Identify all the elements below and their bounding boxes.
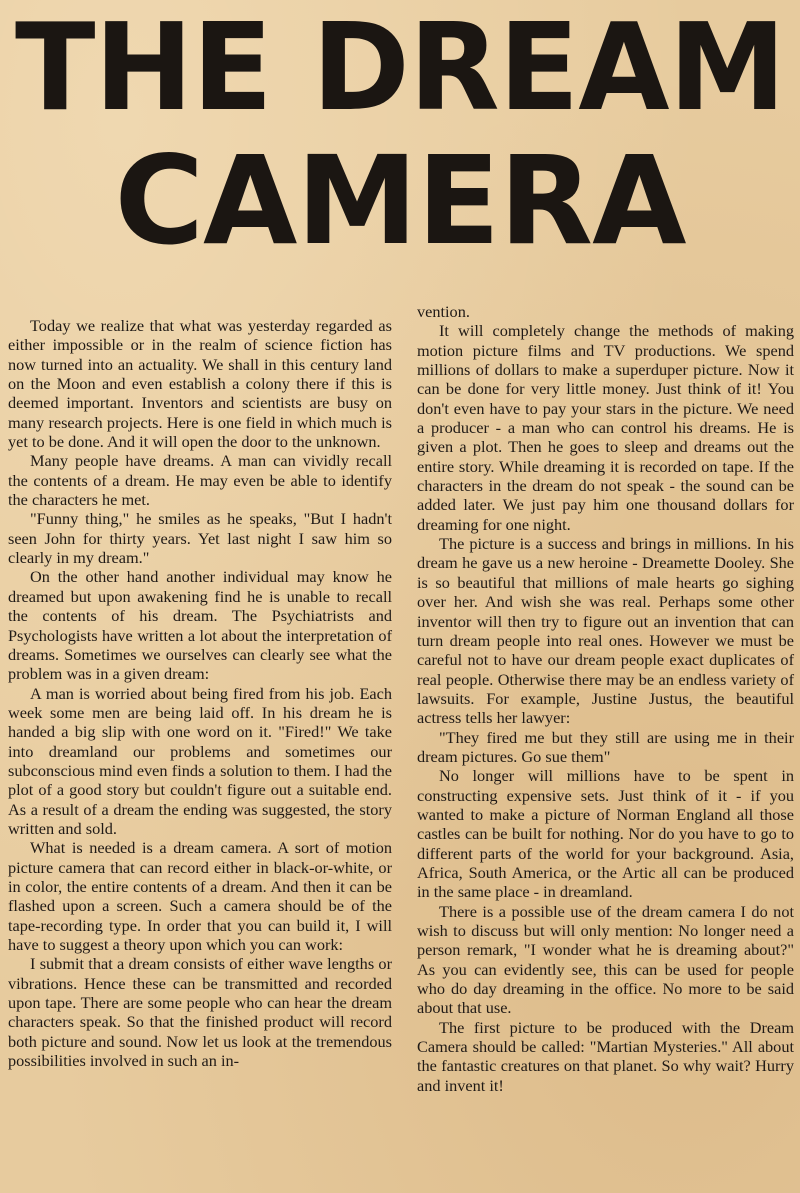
article-right-column	[417, 302, 794, 1095]
paragraph: Many people have dreams. A man can vividly recall the contents of a dream. He may even be able to identify the characters he met.	[8, 451, 392, 510]
paragraph: A man is worried about being fired from his job. Each week some men are being laid off. In his dream he is handed a big slip with one word on it. "Fired!" We take into dreamland our problems and sometimes our subconscious mind even finds a solution to them. I had the plot of a good story but couldn't figure out a suitable end. As a result of a dream the ending was suggested, the story written and sold.	[8, 683, 392, 838]
paragraph: Today we realize that what was yesterday regarded as either impossible or in the realm of science fiction has now turned into an actuality. We shall in this century land on the Moon and even establish a colony there if this is deemed important. Inventors and scientists are busy on many research projects. Here is one field in which much is yet to be done. And it will open the door to the unknown.	[8, 316, 392, 452]
headline-line-1: THE DREAM	[14, 0, 786, 138]
paragraph: On the other hand another individual may know he dreamed but upon awakening find he is unable to recall the contents of his dream. The Psychiatrists and Psychologists have written a lot about the interpretation of dreams. Sometimes we ourselves can clearly see what the problem was in a given dream:	[8, 567, 392, 684]
paragraph: "Funny thing," he smiles as he speaks, "But I hadn't seen John for thirty years. Yet last night I saw him so clearly in my dream."	[8, 509, 392, 568]
paragraph: There is a possible use of the dream camera I do not wish to discuss but will only mention: No longer need a person remark, "I wonder what he is dreaming about?" As you can evidently see, this can be used for people who do day dreaming in the office. No more to be said about that use.	[417, 901, 794, 1018]
paragraph: No longer will millions have to be spent in constructing expensive sets. Just think of it - if you wanted to make a picture of Norman England all those castles can be built for nothing. Nor do you have to go to different parts of the world for your background. Asia, Africa, South America, or the Artic all can be produced in the same place - in dreamland.	[417, 766, 794, 902]
paragraph: It will completely change the methods of making motion picture films and TV productions. We spend millions of dollars to make a superduper picture. Now it can be done for very little money. Just think of it! You don't even have to pay your stars in the picture. We need a producer - a man who can control his dreams. He is given a plot. Then he goes to sleep and dreams out the entire story. While dreaming it is recorded on tape. If the characters in the dream do not speak - the sound can be added later. We just pay him one thousand dollars for dreaming for one night.	[417, 321, 794, 534]
paragraph-continuation: vention.	[417, 302, 470, 321]
paragraph: "They fired me but they still are using me in their dream pictures. Go sue them"	[417, 727, 794, 766]
headline-line-2: CAMERA	[114, 130, 686, 272]
paragraph: I submit that a dream consists of either wave lengths or vibrations. Hence these can be transmitted and recorded upon tape. There are some people who can hear the dream characters speak. So that the finished product will record both picture and sound. Now let us look at the tremendous possibilities involved in such an in-	[8, 954, 392, 1071]
article-left-column	[8, 316, 392, 1070]
paragraph: What is needed is a dream camera. A sort of motion picture camera that can record either in black-or-white, or in color, the entire contents of a dream. And then it can be flashed upon a screen. Such a camera should be of the tape-recording type. In order that you can build it, I will have to suggest a theory upon which you can work:	[8, 838, 392, 954]
paragraph: The first picture to be produced with the Dream Camera should be called: "Martian Mysteries." All about the fantastic creatures on that planet. So why wait? Hurry and invent it!	[417, 1017, 794, 1095]
paragraph: The picture is a success and brings in millions. In his dream he gave us a new heroine - Dreamette Dooley. She is so beautiful that millions of male hearts go sighing over her. And wish she was real. Perhaps some other inventor will then try to figure out an invention that can turn dream people into real ones. However we must be careful not to have our dream people exact duplicates of real people. Otherwise there may be an endless variety of lawsuits. For example, Justine Justus, the beautiful actress tells her lawyer:	[417, 534, 794, 728]
